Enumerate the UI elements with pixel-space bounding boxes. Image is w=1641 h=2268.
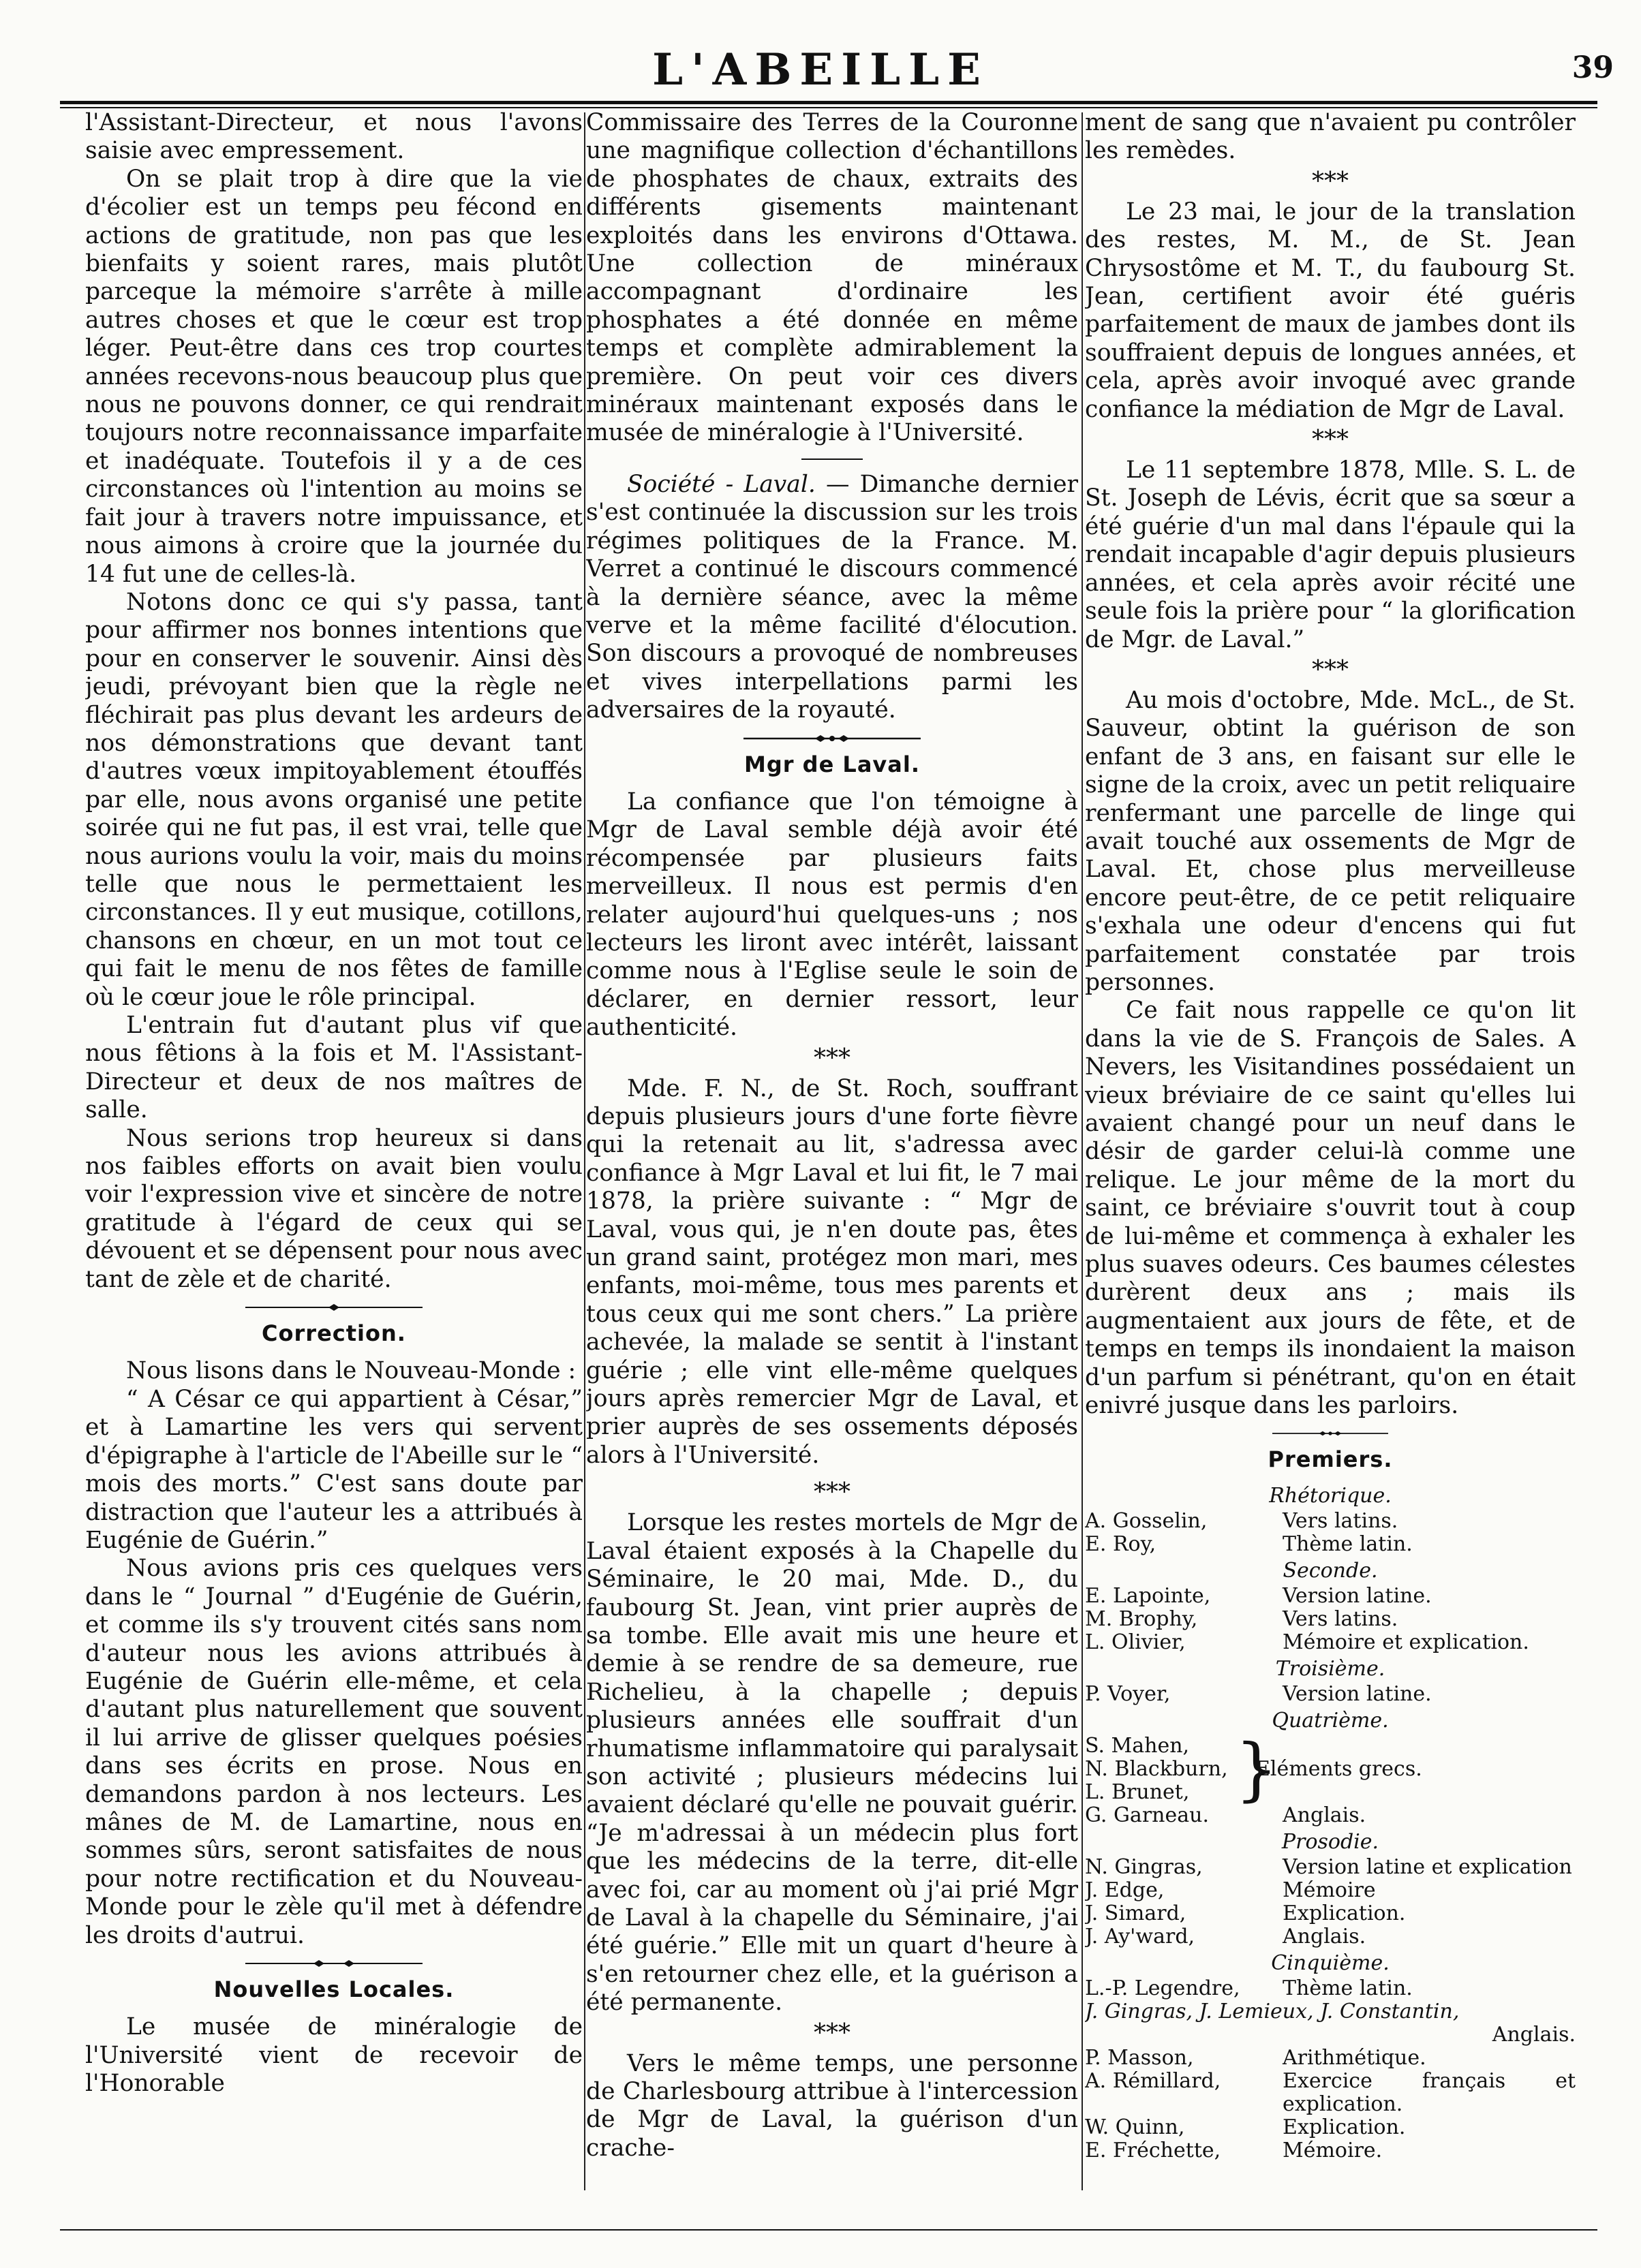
section-heading: Premiers. bbox=[1268, 1446, 1393, 1473]
short-rule bbox=[801, 459, 863, 460]
column-2 bbox=[586, 109, 1078, 2221]
subject: Eléments grecs. bbox=[1255, 1757, 1422, 1782]
paragraph: Mde. F. N., de St. Roch, souffrant depuis plusieurs jours d'une forte fièvre qui la retenait au lit, s'adressa avec confiance à Mgr Laval et lui fit, le 7 mai 1878, la prière suivante : “ Mgr de Laval, vous qui, je n'en doute pas, êtes un grand saint, protégez mon mari, mes enfants, moi-même, tous mes parents et tous ceux qui me sont chers.” La prière achevée, la malade se sentit à l'instant guérie ; elle vint elle-même quelques jours après remercier Mgr de Laval, et prier auprès de ses ossements déposés alors à l'Université. bbox=[586, 1074, 1078, 1469]
section-heading: Nouvelles Locales. bbox=[213, 1976, 455, 2002]
ornament-rule bbox=[1272, 1429, 1388, 1438]
list-item: J. Edge, Mémoire bbox=[1085, 1878, 1376, 1902]
ornament-rule bbox=[245, 1959, 423, 1968]
paragraph: Le 23 mai, le jour de la translation des restes, M. M., de St. Jean Chrysostôme et M. T., du faubourg St. Jean, certifient avoir été guéris parfaitement de maux de jambes dont ils souffraient depuis de longues années, et cela, après avoir invoqué avec grande confiance la médiation de Mgr de Laval. bbox=[1085, 198, 1576, 423]
class-label: Seconde. bbox=[1283, 1558, 1378, 1583]
ornament-rule bbox=[245, 1303, 423, 1311]
list-item: G. Garneau. Anglais. bbox=[1085, 1803, 1366, 1827]
list-item: E. Roy, Thème latin. bbox=[1085, 1532, 1413, 1556]
paragraph: Nous lisons dans le Nouveau-Monde : bbox=[126, 1357, 577, 1385]
newspaper-title: L'ABEILLE bbox=[652, 44, 989, 95]
list-item: J. Ay'ward, Anglais. bbox=[1085, 1924, 1366, 1948]
paragraph: Le musée de minéralogie de l'Université vient de recevoir de l'Honorable bbox=[85, 2013, 583, 2098]
paragraph: ment de sang que n'avaient pu contrôler les remèdes. bbox=[1085, 109, 1576, 165]
paragraph: Nous avions pris ces quelques vers dans le “ Journal ” d'Eugénie de Guérin, et comme ils s'y trouvent cités sans nom d'auteur nous les avions attribués à Eugénie de Guérin elle-même, et cela d'autant plus naturellement que souvent il lui arrive de glisser quelques poésies dans ses écrits en prose. Nous en demandons pardon à nos lecteurs. Les mânes de M. de Lamartine, nous en sommes sûrs, seront satisfaites de nous pour notre rectification et du Nouveau-Monde pour le zèle qu'il met à défendre les droits d'autrui. bbox=[85, 1555, 583, 1949]
list-item: M. Brophy, Vers latins. bbox=[1085, 1606, 1398, 1631]
class-label: Troisième. bbox=[1275, 1656, 1385, 1681]
paragraph: Ce fait nous rappelle ce qu'on lit dans la vie de S. François de Sales. A Nevers, les Visitandines possédaient un vieux bréviaire de ce saint qu'elles lui avaient changé pour un neuf dans le désir de garder celui-là comme une relique. Le jour même de la mort du saint, ce bréviaire s'ouvrit tout à coup de lui-même et commença à exhaler les plus suaves odeurs. Ces baumes célestes durèrent deux ans ; mais ils augmentaient aux jours de fête, et de temps en temps ils inondaient la maison d'un parfum si pénétrant, qu'on en était enivré jusque dans les parloirs. bbox=[1085, 997, 1576, 1420]
list-item: L.-P. Legendre, Thème latin. bbox=[1085, 1976, 1413, 2000]
paragraph: Le 11 septembre 1878, Mlle. S. L. de St. Joseph de Lévis, écrit que sa sœur a été guérie d'un mal dans l'épaule qui la rendait incapable d'agir depuis plusieurs années, et cela après avoir récité une seule fois la prière pour “ la glorification de Mgr. de Laval.” bbox=[1085, 456, 1576, 653]
list-item: A. Gosselin, Vers latins. bbox=[1085, 1508, 1398, 1533]
list-item: E. Fréchette, Mémoire. bbox=[1085, 2138, 1383, 2162]
paragraph: Lorsque les restes mortels de Mgr de Laval étaient exposés à la Chapelle du Séminaire, le 20 mai, Mde. D., du faubourg St. Jean, vint prier auprès de sa tombe. Elle avait mis une heure et demie à se rendre de sa demeure, rue Richelieu, à la chapelle ; depuis plusieurs années elle souffrait d'un rhumatisme inflammatoire qui paralysait son activité ; plusieurs médecins lui avaient déclaré qu'elle ne pouvait guérir. “Je m'adressai à un médecin plus fort que les médecins de la terre, dit-elle avec foi, car au moment où j'ai prié Mgr de Laval à la chapelle du Séminaire, j'ai été guérie.” Elle mit un quart d'heure à s'en retourner chez elle, et la guérison a été permanente. bbox=[586, 1509, 1078, 2017]
paragraph: On se plait trop à dire que la vie d'écolier est un temps peu fécond en actions de gratitude, non pas que les bienfaits y soient rares, mais plutôt parceque la mémoire s'arrête à mille autres choses et que le cœur est trop léger. Peut-être dans ces trop courtes années recevons-nous beaucoup plus que nous ne pouvons donner, ce qui rendrait toujours notre reconnaissance imparfaite et inadéquate. Toutefois il y a de ces circonstances où l'intention au moins se fait jour à travers notre impuissance, et nous aimons à croire que la journée du 14 fut une de celles-là. bbox=[85, 165, 583, 588]
list-item: W. Quinn, Explication. bbox=[1085, 2115, 1406, 2139]
page-number: 39 bbox=[1571, 50, 1614, 85]
asterism: *** bbox=[814, 1478, 850, 1507]
paragraph: Vers le même temps, une personne de Charlesbourg attribue à l'intercession de Mgr de Laval, la guérison d'un crache- bbox=[586, 2049, 1078, 2162]
paragraph: Notons donc ce qui s'y passa, tant pour affirmer nos bonnes intentions que pour en conserver le souvenir. Ainsi dès jeudi, prévoyant bien que la règle ne fléchirait pas plus devant les ardeurs de nos démonstrations que devant tant d'autres vœux impitoyablement étouffés par elle, nous avons organisé une petite soirée qui ne fut pas, il est vrai, telle que nous aurions voulu la voir, mais du moins telle que nous le permettaient les circonstances. Il y eut musique, cotillons, chansons en chœur, en un mot tout ce qui fait le menu de nos fêtes de famille où le cœur joue le rôle principal. bbox=[85, 588, 583, 1011]
column-3 bbox=[1085, 109, 1576, 2221]
paragraph: Au mois d'octobre, Mde. McL., de St. Sauveur, obtint la guérison de son enfant de 3 ans, en faisant sur elle le signe de la croix, avec un petit reliquaire renfermant une parcelle de linge qui avait touché aux ossements de Mgr de Laval. Et, chose plus merveilleuse encore peut-être, de ce petit reliquaire s'exhala une odeur d'encens qui fut parfaitement constatée par trois personnes. bbox=[1085, 686, 1576, 996]
class-label: Prosodie. bbox=[1281, 1829, 1379, 1854]
class-label: Rhétorique. bbox=[1269, 1483, 1392, 1508]
list-item: P. Voyer, Version latine. bbox=[1085, 1681, 1432, 1706]
paragraph: L'entrain fut d'autant plus vif que nous fêtions à la fois et M. l'Assistant-Directeur et deux de nos maîtres de salle. bbox=[85, 1012, 583, 1124]
class-label: Quatrième. bbox=[1272, 1708, 1389, 1733]
student-name: S. Mahen, bbox=[1085, 1733, 1190, 1758]
list-item: J. Gingras, J. Lemieux, J. Constantin, bbox=[1085, 1999, 1460, 2023]
italic-lead: Société - Laval. bbox=[627, 470, 816, 498]
column-divider bbox=[1082, 112, 1083, 2190]
list-item: N. Gingras, Version latine et explication bbox=[1085, 1854, 1572, 1879]
list-group bbox=[1085, 1728, 1576, 1809]
asterism: *** bbox=[1312, 167, 1349, 196]
list-item: L. Olivier, Mémoire et explication. bbox=[1085, 1630, 1529, 1654]
header-rule-thin bbox=[60, 107, 1597, 108]
section-heading: Mgr de Laval. bbox=[744, 751, 920, 777]
paragraph: l'Assistant-Directeur, et nous l'avons saisie avec empressement. bbox=[85, 109, 583, 165]
header-rule bbox=[60, 101, 1597, 104]
asterism: *** bbox=[814, 2019, 850, 2047]
ornament-rule bbox=[730, 734, 934, 743]
paragraph: Commissaire des Terres de la Couronne une magnifique collection d'échantillons de phosphates de chaux, extraits des différents gisements maintenant exploités dans les environs d'Ottawa. Une collection de minéraux accompagnant d'ordinaire les phosphates a été donnée en même temps et complète admirablement la première. On peut voir ces divers minéraux maintenant exposés dans le musée de minéralogie à l'Université. bbox=[586, 109, 1078, 447]
section-heading: Correction. bbox=[262, 1320, 406, 1347]
brace-glyph: } bbox=[1235, 1728, 1278, 1809]
paragraph: “ A César ce qui appartient à César,” et à Lamartine les vers qui servent d'épigraphe à l'article de l'Abeille sur le “ mois des morts.” C'est sans doute par distraction que l'auteur les a attribués à Eugénie de Guérin.” bbox=[85, 1385, 583, 1554]
column-1 bbox=[85, 109, 583, 2221]
list-item: P. Masson, Arithmétique. bbox=[1085, 2045, 1426, 2070]
asterism: *** bbox=[814, 1044, 850, 1072]
list-item: J. Simard, Explication. bbox=[1085, 1901, 1406, 1925]
column-divider bbox=[584, 112, 585, 2190]
paragraph: La confiance que l'on témoigne à Mgr de Laval semble déjà avoir été récompensée par plusieurs faits merveilleux. Il nous est permis d'en relater aujourd'hui quelques-uns ; nos lecteurs les liront avec intérêt, laissant comme nous à l'Eglise seule le soin de déclarer, en dernier ressort, leur authenticité. bbox=[586, 788, 1078, 1042]
student-name: N. Blackburn, bbox=[1085, 1756, 1228, 1781]
asterism: *** bbox=[1312, 655, 1349, 684]
paragraph: Société - Laval. — Dimanche dernier s'est continuée la discussion sur les trois régimes politiques de la France. M. Verret a continué le discours commencé à la dernière séance, avec la même verve et la même facilité d'élocution. Son discours a provoqué de nombreuses et vives interpellations parmi les adversaires de la royauté. bbox=[586, 470, 1078, 724]
premiers-list bbox=[1085, 1484, 1576, 2162]
list-item: Anglais. bbox=[1492, 2022, 1576, 2047]
footer-rule bbox=[60, 2229, 1597, 2231]
class-label: Cinquième. bbox=[1271, 1951, 1390, 1975]
asterism: *** bbox=[1312, 426, 1349, 454]
student-name: L. Brunet, bbox=[1085, 1780, 1190, 1804]
list-item: E. Lapointe, Version latine. bbox=[1085, 1583, 1432, 1608]
list-item: A. Rémillard, Exercice français et explication. bbox=[1085, 2068, 1576, 2116]
paragraph: Nous serions trop heureux si dans nos faibles efforts on avait bien voulu voir l'expression vive et sincère de notre gratitude à l'égard de ceux qui se dévouent et se dépensent pour nous avec tant de zèle et de charité. bbox=[85, 1124, 583, 1293]
